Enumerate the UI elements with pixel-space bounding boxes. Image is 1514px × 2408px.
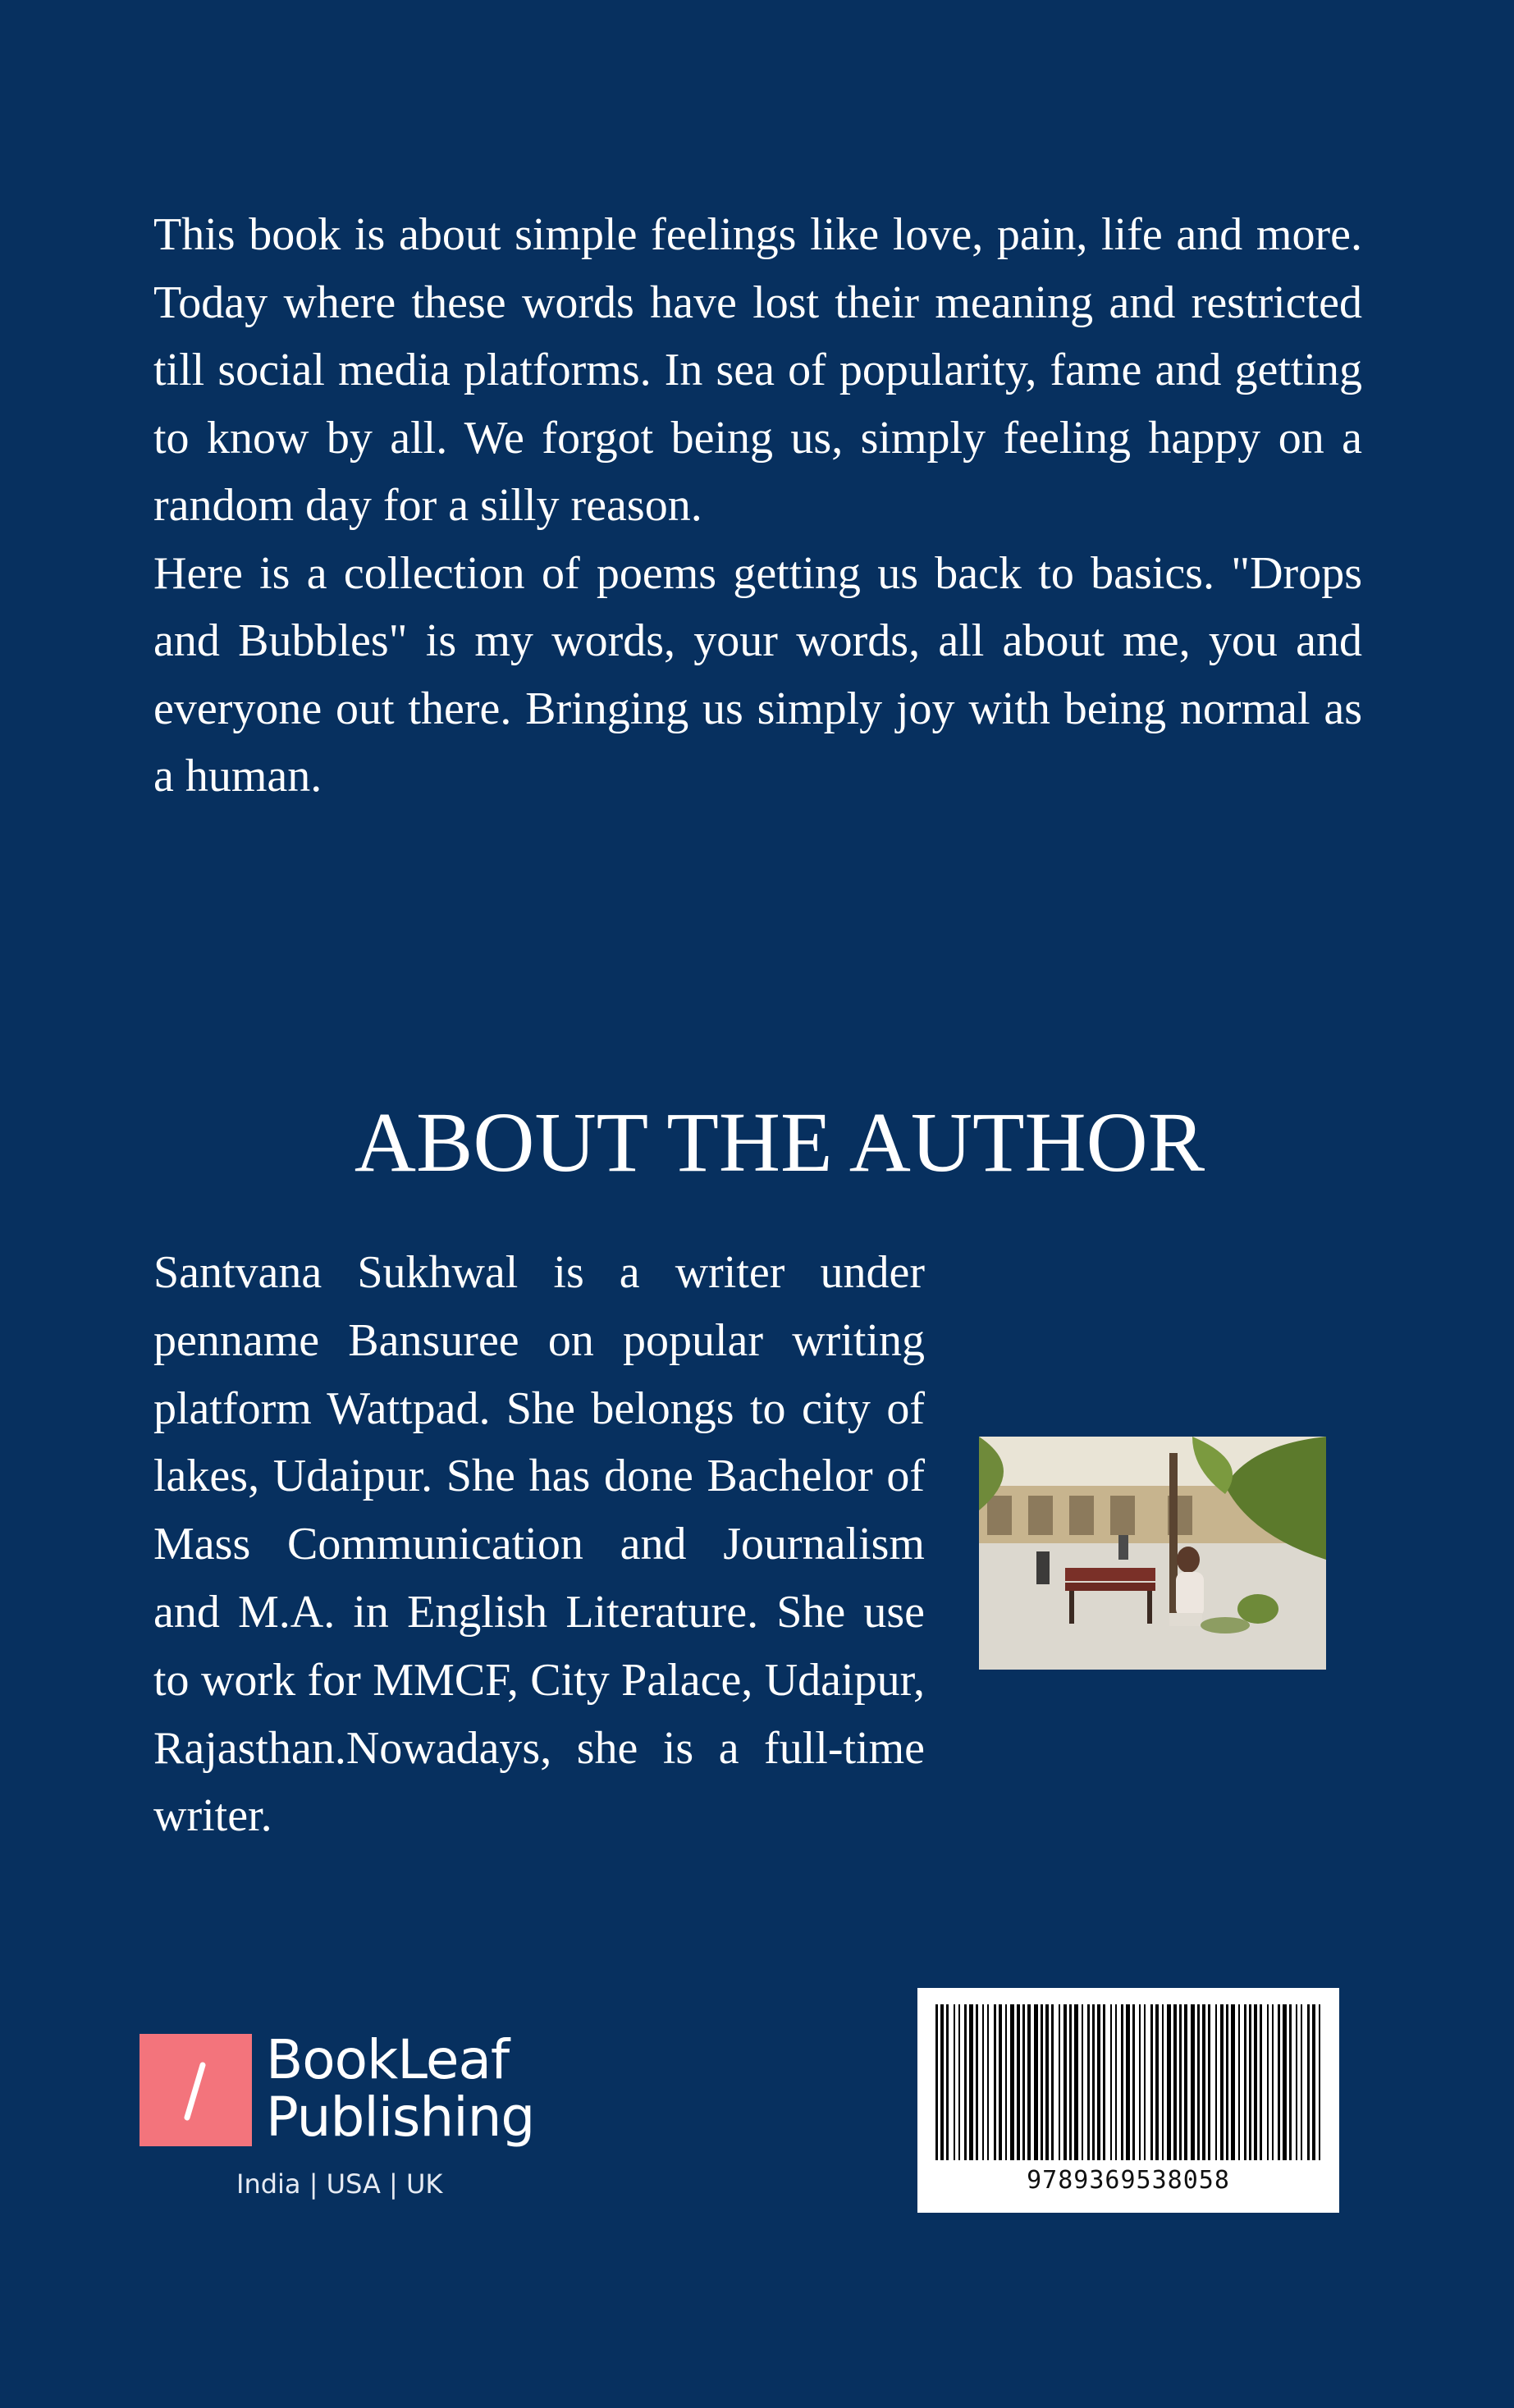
slash-icon <box>140 2034 252 2146</box>
publisher-name-line1: BookLeaf <box>266 2028 510 2091</box>
isbn-barcode <box>917 1988 1339 2213</box>
publisher-name-line2: Publishing <box>266 2086 535 2149</box>
author-bio: Santvana Sukhwal is a writer under penname Bansuree on popular writing platform Wattpad. She belongs to city of lakes, Udaipur. She has done Bachelor of Mass Communication and Journalism and M.A. in English Literature. She use to work for MMCF, City Palace, Udaipur, Rajasthan.Nowadays, she is a full-time writer. <box>153 1247 925 1842</box>
about-the-author-heading: ABOUT THE AUTHOR <box>354 1095 1205 1190</box>
author-photo <box>979 1437 1326 1670</box>
back-cover-blurb <box>153 201 1362 811</box>
publisher-logo <box>140 2028 550 2200</box>
publisher-regions: India | USA | UK <box>236 2168 443 2200</box>
blurb-paragraph: This book is about simple feelings like love, pain, life and more. Today where these words have lost their meaning and restricted till social media platforms. In sea of popularity, fame and getting to know by all. We forgot being us, simply feeling happy on a random day for a silly reason. <box>153 209 1362 531</box>
isbn-number: 9789369538058 <box>1027 2166 1230 2195</box>
blurb-paragraph: Here is a collection of poems getting us back to basics. "Drops and Bubbles" is my words, your words, all about me, you and everyone out there. Bringing us simply joy with being normal as a human. <box>153 547 1362 802</box>
